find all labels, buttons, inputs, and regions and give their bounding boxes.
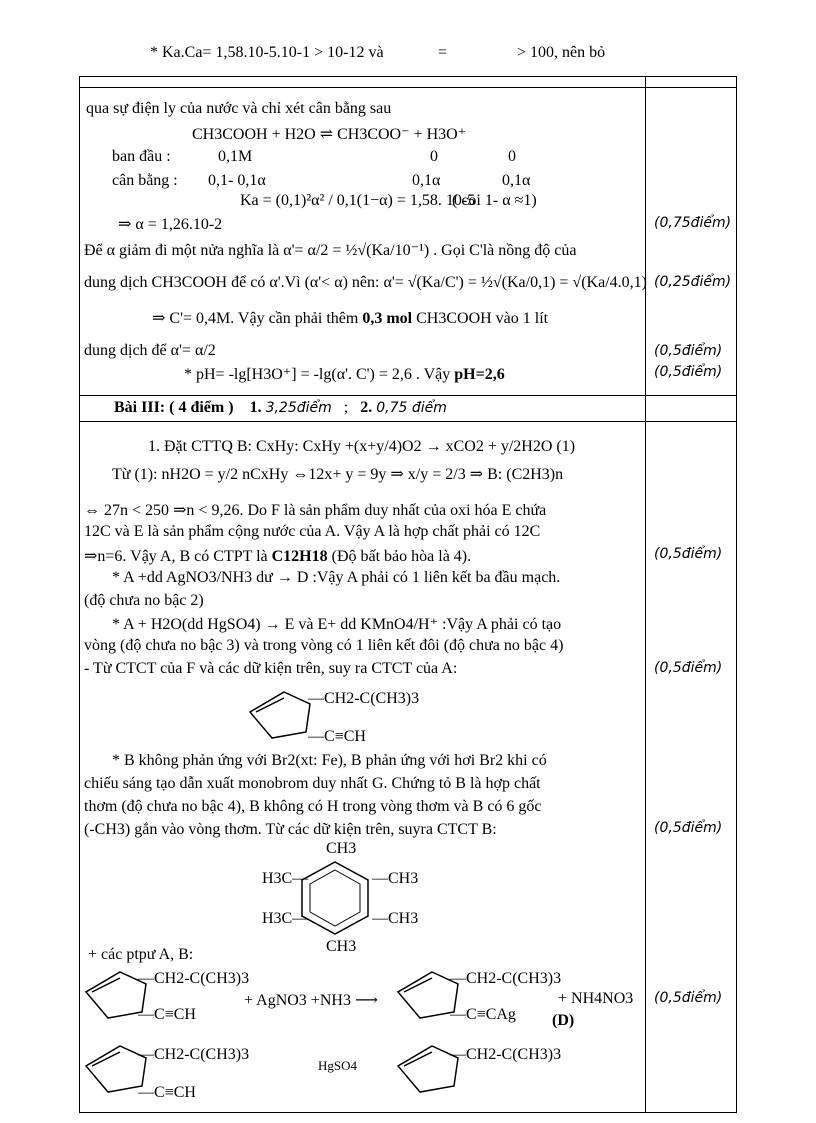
score: (0,5điểm) bbox=[654, 364, 723, 380]
structure-a-substituent: —CH2-C(CH3)3 bbox=[308, 690, 420, 707]
equilibrium-value: 0,1α bbox=[502, 172, 531, 189]
product-label: (D) bbox=[552, 1012, 575, 1029]
equilibrium-label: cân bằng : bbox=[112, 172, 178, 189]
score: (0,5điểm) bbox=[654, 546, 723, 562]
methyl-group: CH3 bbox=[326, 938, 357, 955]
text-line: * A + H2O(dd HgSO4) → E và E+ dd KMnO4/H⁺ :Vậy A phải có tạo bbox=[112, 616, 562, 633]
ka-expression: Ka = (0,1)²α² / 0,1(1−α) = 1,58. 10-5 bbox=[240, 192, 476, 209]
text-line: Từ (1): nH2O = y/2 nCxHy ⇔12x+ y = 9y ⇒ x/y = 2/3 ⇒ B: (C2H3)n bbox=[112, 466, 564, 483]
reaction-equation: CH3COOH + H2O ⇌ CH3COO⁻ + H3O⁺ bbox=[192, 126, 467, 143]
text-line: qua sự điện ly của nước và chỉ xét cân bằng sau bbox=[86, 100, 392, 117]
text-line: - Từ CTCT của F và các dữ kiện trên, suy ra CTCT của A: bbox=[84, 660, 458, 677]
alpha-result: ⇒ α = 1,26.10-2 bbox=[118, 216, 223, 233]
dilution-line: dung dịch CH3COOH để có α'.Vì (α'< α) nên: α'= √(Ka/C') = ½√(Ka/0,1) = √(Ka/4.0,1) bbox=[84, 274, 647, 291]
methyl-group: H3C— bbox=[262, 910, 309, 927]
ph-line: * pH= -lg[H3O⁺] = -lg(α'. C') = 2,6 . Vậy pH=2,6 bbox=[184, 366, 505, 383]
initial-value: 0,1M bbox=[218, 148, 253, 165]
approximation: ( coi 1- α ≈1) bbox=[452, 192, 537, 209]
header-equals: = bbox=[438, 44, 448, 61]
text-line: chiếu sáng tạo dẫn xuất monobrom duy nhất G. Chứng tỏ B là hợp chất bbox=[84, 775, 541, 792]
reactant-substituent: —CH2-C(CH3)3 bbox=[138, 970, 250, 987]
methyl-group: CH3 bbox=[326, 840, 357, 857]
score: (0,5điểm) bbox=[654, 990, 723, 1006]
text-line: 12C và E là sản phẩm cộng nước của A. Vậy A là hợp chất phải có 12C bbox=[84, 523, 541, 540]
methyl-group: —CH3 bbox=[372, 870, 419, 887]
half-alpha-line: Để α giảm đi một nửa nghĩa là α'= α/2 = ½√(Ka/10⁻¹) . Gọi C'là nồng độ của bbox=[84, 242, 577, 259]
text-line: (-CH3) gắn vào vòng thơm. Từ các dữ kiện trên, suyra CTCT B: bbox=[84, 821, 497, 838]
text-line: ⇔ 27n < 250 ⇒n < 9,26. Do F là sản phẩm duy nhất của oxi hóa E chứa bbox=[84, 502, 547, 519]
header-condition: * Ka.Ca= 1,58.10-5.10-1 > 10-12 và bbox=[150, 44, 384, 61]
methyl-group: —CH3 bbox=[372, 910, 419, 927]
header-tail: > 100, nên bỏ bbox=[517, 44, 606, 61]
text-line: vòng (độ chưa no bậc 3) và trong vòng có 1 liên kết đôi (độ chưa no bậc 4) bbox=[84, 637, 564, 654]
initial-value: 0 bbox=[508, 148, 516, 165]
byproduct: + NH4NO3 bbox=[558, 990, 634, 1007]
catalyst: HgSO4 bbox=[318, 1058, 358, 1073]
score: (0,5điểm) bbox=[654, 343, 723, 359]
methyl-group: H3C— bbox=[262, 870, 309, 887]
text-line: + các ptpư A, B: bbox=[88, 946, 194, 963]
text-line: * B không phản ứng với Br2(xt: Fe), B phản ứng với hơi Br2 khi có bbox=[112, 752, 547, 769]
product-substituent: —CH2-C(CH3)3 bbox=[450, 1046, 562, 1063]
reactant-substituent: —C≡CH bbox=[138, 1006, 196, 1023]
text-line: 1. Đặt CTTQ B: CxHy: CxHy +(x+y/4)O2 → xCO2 + y/2H2O (1) bbox=[148, 438, 576, 455]
reactant-substituent: —CH2-C(CH3)3 bbox=[138, 1046, 250, 1063]
structure-b-ring bbox=[298, 858, 372, 938]
score: (0,5điểm) bbox=[654, 820, 723, 836]
score: (0,75điểm) bbox=[654, 215, 732, 231]
text-line: * A +dd AgNO3/NH3 dư → D :Vậy A phải có 1 liên kết ba đầu mạch. bbox=[112, 569, 561, 586]
reagents: + AgNO3 +NH3 ⟶ bbox=[244, 992, 378, 1009]
text-line: thơm (độ chưa no bậc 4), B không có H trong vòng thơm và B có 6 gốc bbox=[84, 798, 542, 815]
section-title: Bài III: ( 4 điểm ) 1. 3,25điểm ; 2. 0,75 điểm bbox=[114, 399, 447, 416]
text-line: (độ chưa no bậc 2) bbox=[84, 592, 204, 609]
initial-value: 0 bbox=[430, 148, 438, 165]
concentration-result: ⇒ C'= 0,4M. Vậy cần phải thêm 0,3 mol CH3COOH vào 1 lít bbox=[152, 310, 549, 327]
reactant-substituent: —C≡CH bbox=[138, 1084, 196, 1101]
structure-a-ring bbox=[244, 684, 314, 754]
score: (0,25điểm) bbox=[654, 274, 732, 290]
structure-a-substituent: —C≡CH bbox=[308, 728, 366, 745]
alpha-prime-line: dung dịch để α'= α/2 bbox=[84, 342, 216, 359]
score: (0,5điểm) bbox=[654, 660, 723, 676]
initial-label: ban đầu : bbox=[112, 148, 171, 165]
product-substituent: —C≡CAg bbox=[450, 1006, 516, 1023]
equilibrium-value: 0,1- 0,1α bbox=[208, 172, 266, 189]
equilibrium-value: 0,1α bbox=[412, 172, 441, 189]
product-substituent: —CH2-C(CH3)3 bbox=[450, 970, 562, 987]
text-line: ⇒n=6. Vậy A, B có CTPT là C12H18 (Độ bất bảo hòa là 4). bbox=[84, 548, 472, 565]
